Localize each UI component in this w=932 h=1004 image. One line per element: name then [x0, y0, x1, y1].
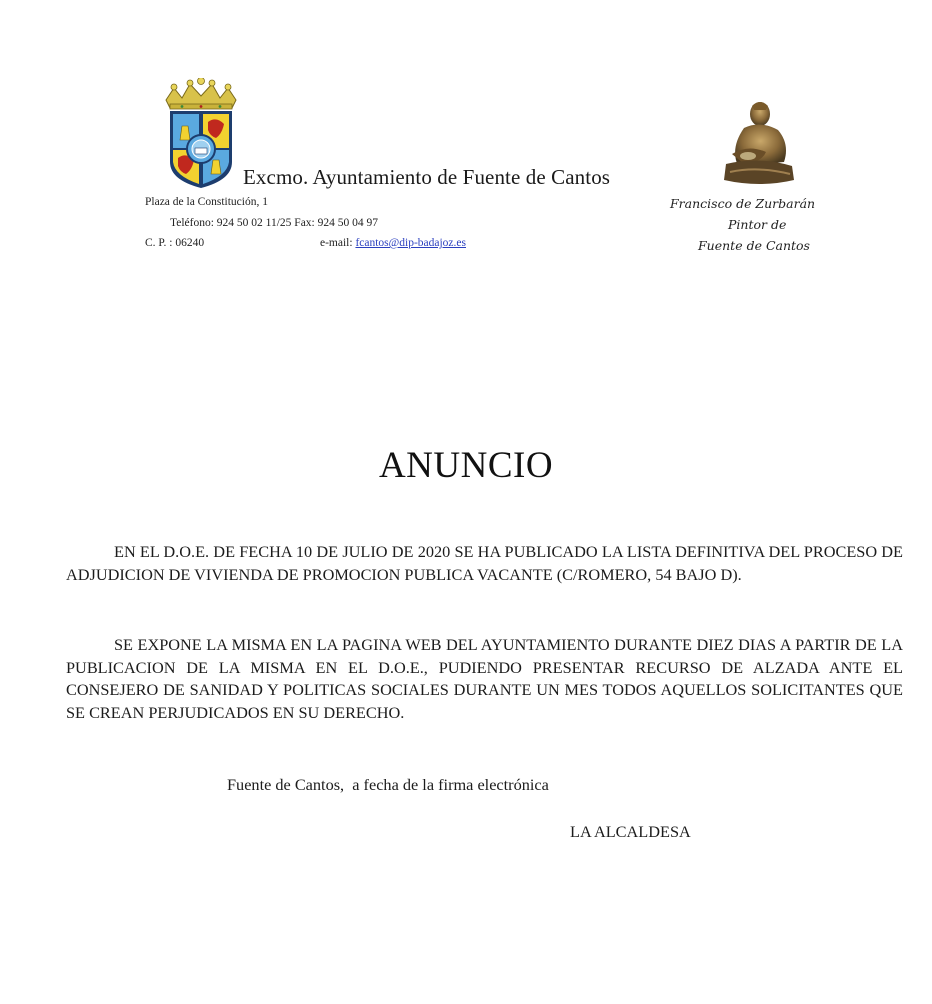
- announcement-paragraph-1: [66, 541, 903, 586]
- paragraph-text: SE EXPONE LA MISMA EN LA PAGINA WEB DEL AYUNTAMIENTO DURANTE DIEZ DIAS A PARTIR DE LA PUBLICACION DE LA MISMA EN EL D.O.E., PUDIENDO PRESENTAR RECURSO DE ALZADA ANTE EL CONSEJERO DE SANIDAD Y POLITICAS SOCIALES DURANTE UN MES TODOS AQUELLOS SOLICITANTES QUE SE CREAN PERJUDICADOS EN SU DERECHO.: [66, 635, 903, 722]
- shield-icon: [170, 111, 232, 188]
- zurbaran-portrait-image: [718, 100, 800, 190]
- paragraph-text: EN EL D.O.E. DE FECHA 10 DE JULIO DE 2020 SE HA PUBLICADO LA LISTA DEFINITIVA DEL PROCESO DE ADJUDICION DE VIVIENDA DE PROMOCION PUBLICA VACANTE (C/ROMERO, 54 BAJO D).: [66, 542, 903, 584]
- painter-caption: [660, 193, 830, 256]
- address-email: [320, 237, 466, 249]
- crown-icon: [166, 78, 236, 109]
- email-link[interactable]: fcantos@dip-badajoz.es: [355, 237, 466, 249]
- place-and-date: Fuente de Cantos, a fecha de la firma electrónica: [227, 775, 549, 794]
- painter-caption-role: Pintor de: [728, 217, 787, 232]
- address-postal-code: C. P. : 06240: [145, 237, 205, 249]
- address-phone-fax: Teléfono: 924 50 02 11/25 Fax: 924 50 04 97: [170, 217, 378, 229]
- announcement-paragraph-2: [66, 634, 903, 724]
- document-title: ANUNCIO: [378, 445, 554, 486]
- painter-caption-town: Fuente de Cantos: [698, 238, 810, 253]
- email-label: e-mail:: [320, 237, 353, 249]
- signatory: LA ALCALDESA: [570, 822, 691, 841]
- address-street: Plaza de la Constitución, 1: [145, 196, 268, 208]
- organization-title: Excmo. Ayuntamiento de Fuente de Cantos: [243, 165, 611, 189]
- coat-of-arms-icon: [160, 78, 242, 190]
- painter-caption-name: Francisco de Zurbarán: [670, 196, 816, 211]
